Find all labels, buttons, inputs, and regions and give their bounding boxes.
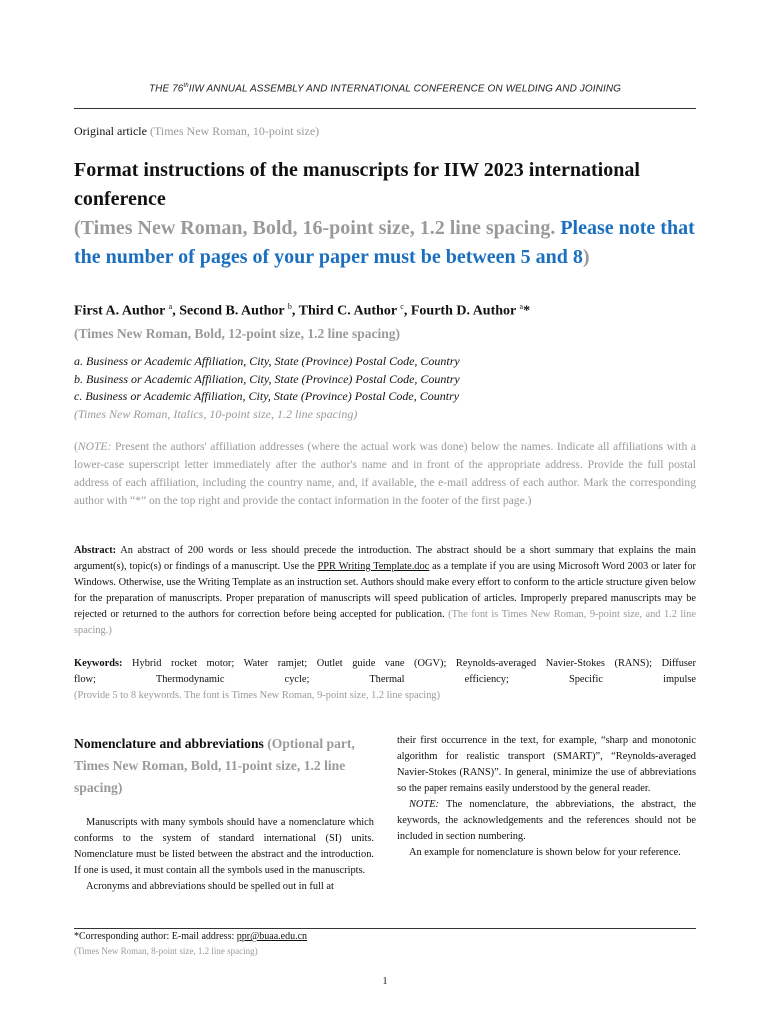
nomenclature-note-text: The nomenclature, the abbreviations, the abstract, the keywords, the acknowledgements and the references should not be included in section numbering. [397, 799, 696, 842]
title-page-note: Please note that the number of pages of your paper must be between 5 and 8 [74, 217, 695, 268]
article-type-hint: (Times New Roman, 10-point size) [149, 124, 320, 138]
nomenclature-example-paragraph: An example for nomenclature is shown below for your reference. [409, 847, 681, 858]
author-hint: (Times New Roman, Bold, 12-point size, 1.2 line spacing) [74, 325, 401, 341]
article-type [74, 124, 319, 139]
nomenclature-heading [74, 733, 374, 799]
footnote-hint: (Times New Roman, 8-point size, 1.2 line spacing) [74, 946, 258, 956]
nomenclature-note [397, 797, 696, 845]
title-hint-close: ) [582, 246, 590, 268]
running-header [74, 83, 696, 94]
keywords [74, 656, 696, 704]
email-link[interactable]: ppr@buaa.edu.cn [236, 931, 308, 942]
keywords-text: Hybrid rocket motor; Water ramjet; Outlet guide vane (OGV); Reynolds-averaged Navier-Stokes (RANS); Diffuser [122, 658, 696, 669]
template-link[interactable]: PPR Writing Template.doc [317, 561, 430, 572]
abbreviations-paragraph: Acronyms and abbreviations should be spelled out in full at [86, 881, 334, 892]
keywords-line-1 [74, 656, 696, 672]
nomenclature-paragraph: Manuscripts with many symbols should have a nomenclature which conforms to the system of standard international (SI) units. Nomenclature must be listed between the abstract and the introduction. If one is used, it must contain all the symbols used in the manuscripts. [74, 817, 374, 876]
right-column [397, 733, 696, 861]
header-prefix: THE 76 [148, 83, 184, 95]
footnote-rule [74, 928, 696, 929]
header-text: IIW ANNUAL ASSEMBLY AND INTERNATIONAL CONFERENCE ON WELDING AND JOINING [188, 83, 622, 95]
note-open-paren: ( [74, 440, 78, 453]
author-separator: , [291, 303, 299, 319]
affiliations [74, 353, 696, 423]
header-superscript: th [183, 83, 189, 89]
abstract-text: An abstract of 200 words or less should precede the introduction. The abstract should be a short summary that explains the main argument(s), topic(s) or findings of a manuscript. Use the [74, 545, 696, 572]
author-superscript: a [168, 302, 173, 311]
article-type-label: Original article [74, 124, 147, 138]
nomenclature-note-label: NOTE: [409, 799, 440, 810]
author-block [74, 296, 696, 345]
keywords-label: Keywords: [74, 658, 123, 669]
author-list [74, 296, 696, 323]
affiliation-line: b. Business or Academic Affiliation, City, State (Province) Postal Code, Country [74, 371, 460, 386]
left-column [74, 733, 374, 895]
author-superscript: b [287, 302, 292, 311]
author-separator: , [403, 303, 411, 319]
keywords-hint: (Provide 5 to 8 keywords. The font is Times New Roman, 9-point size, 1.2 line spacing) [74, 690, 441, 701]
title-text: Format instructions of the manuscripts for IIW 2023 international conference [74, 159, 640, 210]
affiliation-line: c. Business or Academic Affiliation, City, State (Province) Postal Code, Country [74, 389, 460, 403]
note-label: NOTE: [77, 440, 112, 453]
footnote-text: *Corresponding author: E-mail address: [74, 931, 237, 942]
abbreviations-paragraph-continued: their first occurrence in the text, for example, “sharp and monotonic algorithm for realistic transport (SMART)”, “Reynolds-averaged Navier-Stokes (RANS)”. In general, minimize the use of abbreviations so the paper remains easily understood by the general reader. [397, 735, 696, 794]
title-hint: (Times New Roman, Bold, 16-point size, 1.2 line spacing. [74, 217, 556, 239]
author-superscript: c [400, 302, 404, 311]
author-name: Fourth D. Author [410, 303, 520, 319]
keywords-line-2: flow; Thermodynamic cycle; Thermal efficiency; Specific impulse [74, 674, 696, 685]
author-superscript: a [519, 302, 524, 311]
note-text: Present the authors' affiliation addresses (where the actual work was done) below the names. Indicate all affiliations with a lower-case superscript letter immediately after the author's name and in front of the appropriate address. Provide the full postal address of each affiliation, including the country name, and, if available, the e-mail address of each author. Mark the corresponding author with “*” on the top right and provide the contact information in the footer of the first page.) [74, 440, 696, 507]
footnote [74, 931, 307, 942]
affiliation-note [74, 438, 696, 510]
author-name: First A. Author [74, 303, 169, 319]
nomenclature-heading-text: Nomenclature and abbreviations [74, 736, 264, 751]
abstract [74, 543, 696, 639]
abstract-hint: (The font is Times New Roman, 9-point size, and 1.2 line spacing.) [74, 609, 696, 636]
author-name: Second B. Author [179, 303, 288, 319]
page-number: 1 [382, 976, 388, 987]
abstract-label: Abstract: [74, 545, 117, 556]
author-separator: , [172, 303, 180, 319]
author-name: Third C. Author [298, 303, 401, 319]
author-separator: * [523, 303, 531, 319]
paper-title [74, 156, 696, 272]
affiliation-line: a. Business or Academic Affiliation, City, State (Province) Postal Code, Country [74, 354, 460, 368]
header-rule [74, 108, 696, 109]
affiliation-hint: (Times New Roman, Italics, 10-point size, 1.2 line spacing) [74, 406, 358, 421]
nomenclature-heading-hint: (Optional part, Times New Roman, Bold, 11-point size, 1.2 line spacing) [74, 736, 355, 795]
abstract-text-continued: as a template if you are using Microsoft Word 2003 or later for Windows. Otherwise, use the Writing Template as an instruction set. Authors should make every effort to conform to the article structure given below for the preparation of manuscripts. Proper preparation of manuscripts will speed publication of articles. Improperly prepared manuscripts may be rejected or returned to the authors for correction before being accepted for publication. [74, 561, 697, 620]
